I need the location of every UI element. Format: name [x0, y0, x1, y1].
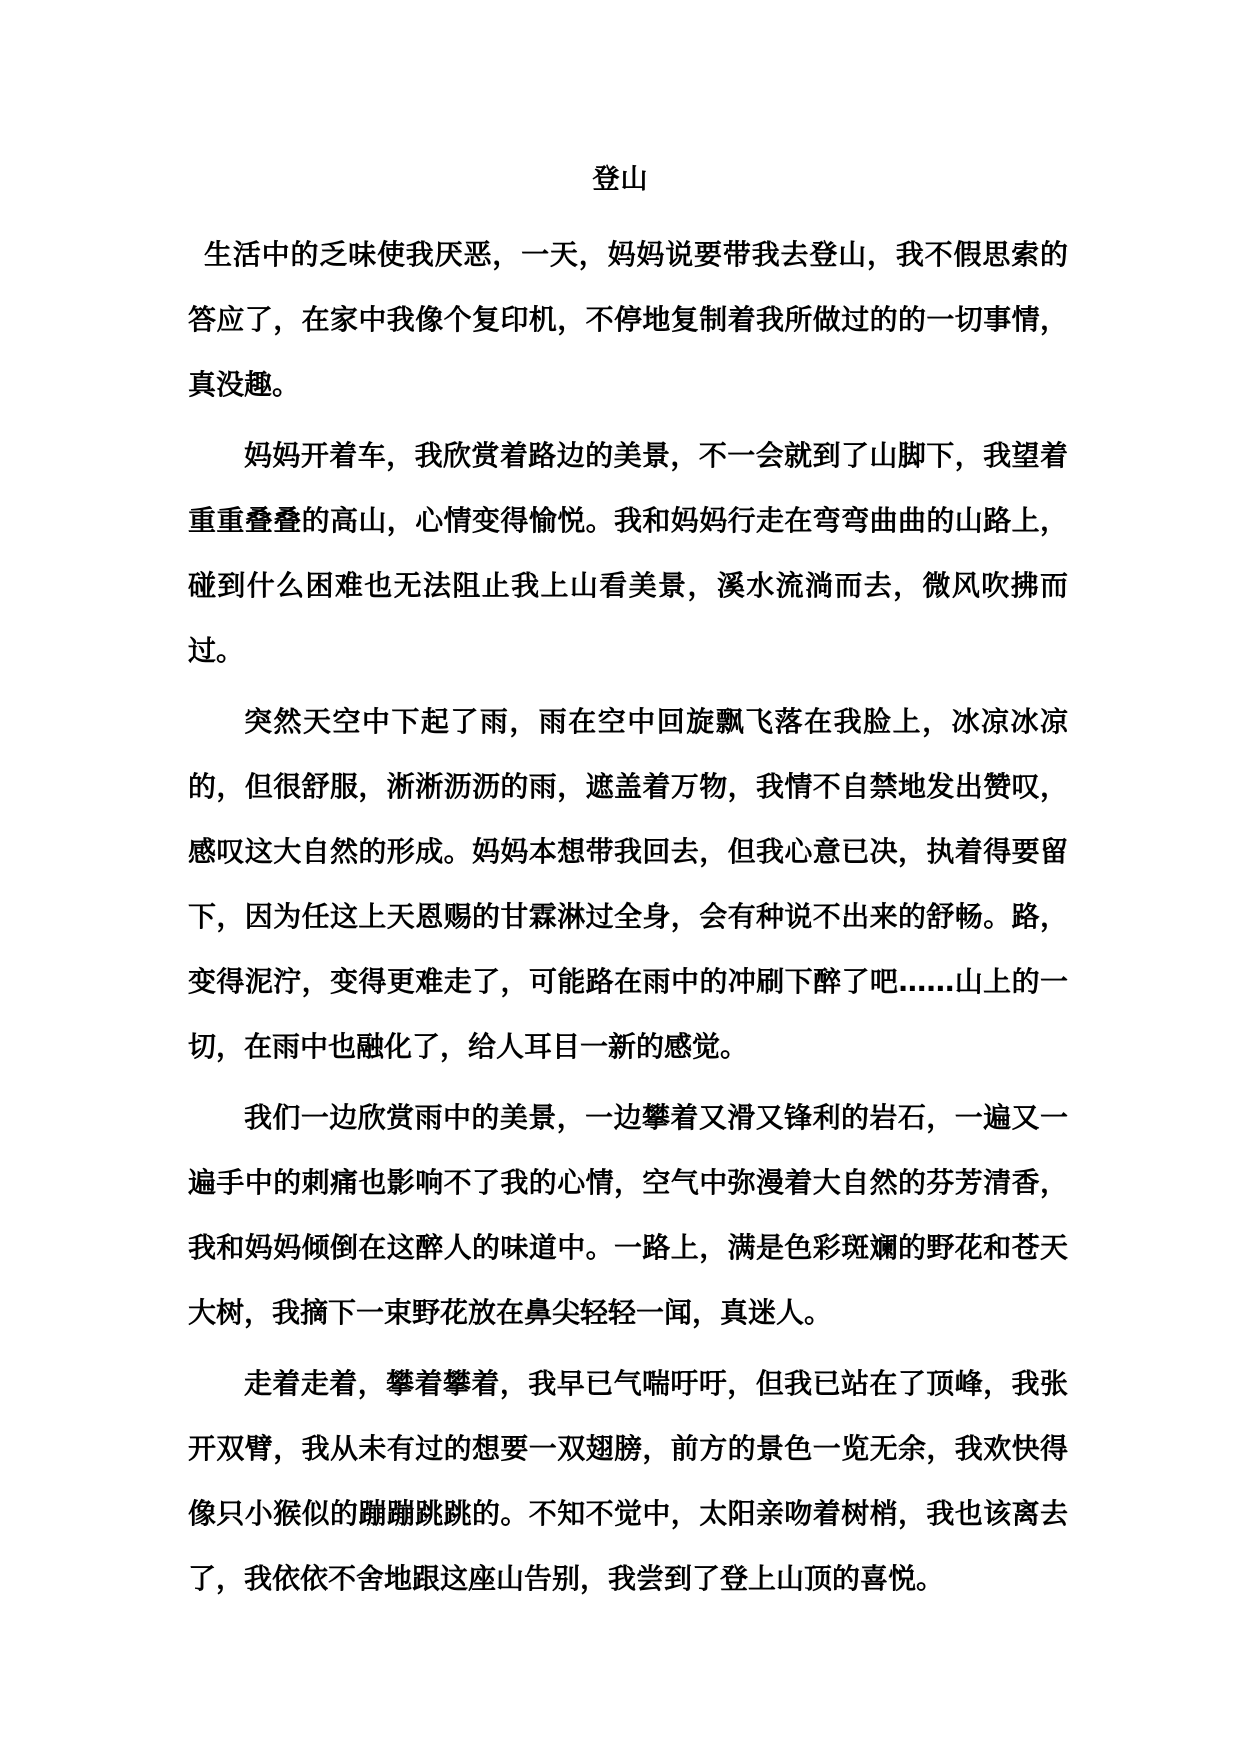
paragraph-5: 走着走着，攀着攀着，我早已气喘吁吁，但我已站在了顶峰，我张开双臂，我从未有过的想要一双翅膀，前方的景色一览无余，我欢快得像只小猴似的蹦蹦跳跳的。不知不觉中，太阳亲吻着树梢，我也该离去了，我依依不舍地跟这座山告别，我尝到了登上山顶的喜悦。 — [188, 1367, 1068, 1595]
paragraph-2: 妈妈开着车，我欣赏着路边的美景，不一会就到了山脚下，我望着重重叠叠的高山，心情变得愉悦。我和妈妈行走在弯弯曲曲的山路上，碰到什么困难也无法阻止我上山看美景，溪水流淌而去，微风吹拂而过。 — [188, 439, 1068, 667]
paragraph-4: 我们一边欣赏雨中的美景，一边攀着又滑又锋利的岩石，一遍又一遍手中的刺痛也影响不了我的心情，空气中弥漫着大自然的芬芳清香，我和妈妈倾倒在这醉人的味道中。一路上，满是色彩斑斓的野花和苍天大树，我摘下一束野花放在鼻尖轻轻一闻，真迷人。 — [188, 1101, 1068, 1329]
document-body — [188, 222, 1068, 1617]
paragraph-1: 生活中的乏味使我厌恶，一天，妈妈说要带我去登山，我不假思索的答应了，在家中我像个复印机，不停地复制着我所做过的的一切事情，真没趣。 — [188, 238, 1068, 401]
document-title: 登山 — [592, 164, 649, 195]
paragraph-3: 突然天空中下起了雨，雨在空中回旋飘飞落在我脸上，冰凉冰凉的，但很舒服，淅淅沥沥的雨，遮盖着万物，我情不自禁地发出赞叹，感叹这大自然的形成。妈妈本想带我回去，但我心意已决，执着得要留下，因为任这上天恩赐的甘霖淋过全身，会有种说不出来的舒畅。路，变得泥泞，变得更难走了，可能路在雨中的冲刷下醉了吧……山上的一切，在雨中也融化了，给人耳目一新的感觉。 — [188, 705, 1068, 1063]
